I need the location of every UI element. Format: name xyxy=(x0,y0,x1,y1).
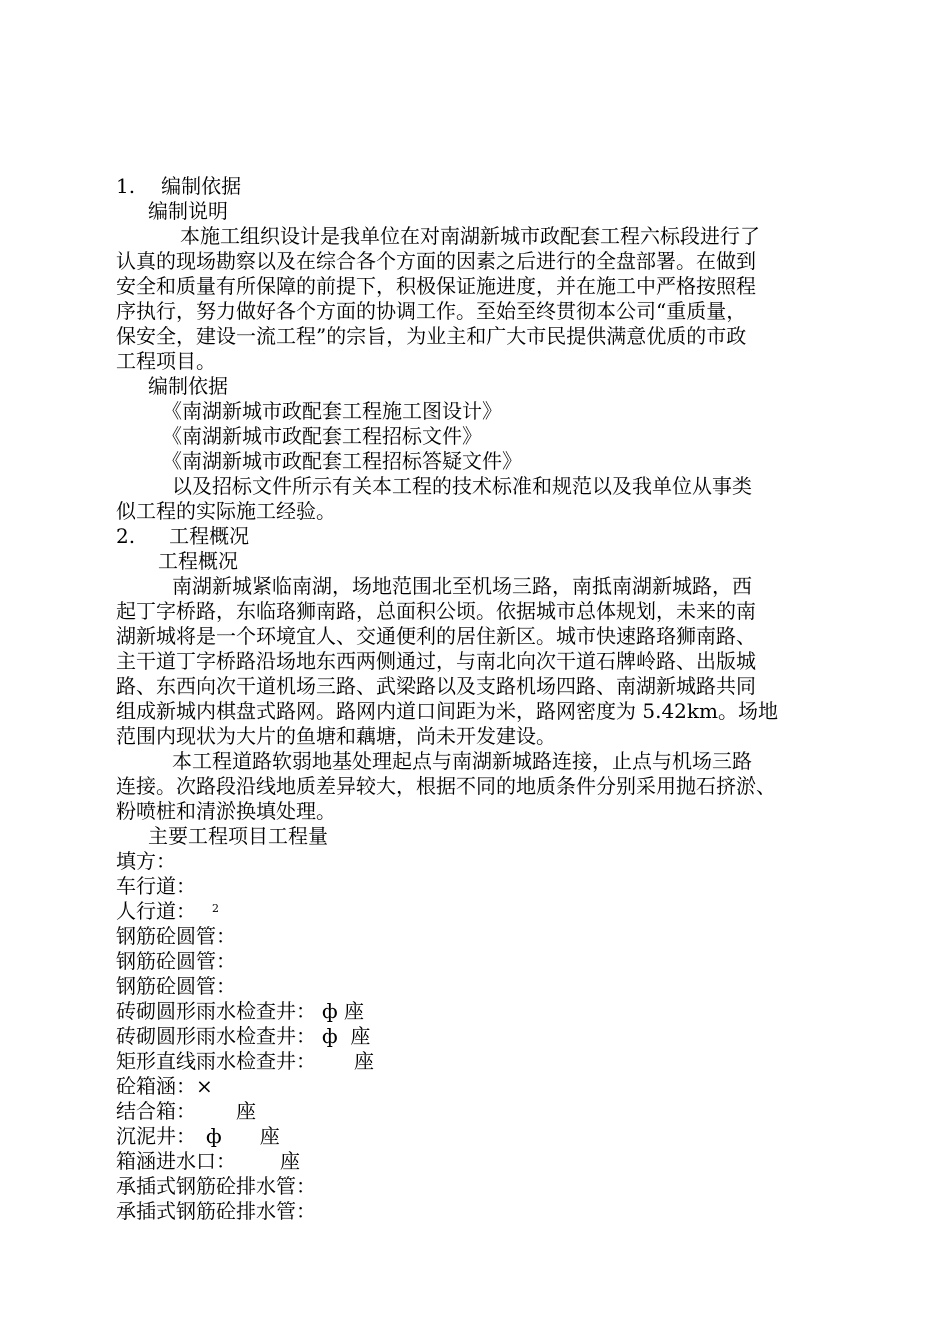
quantity-label: 钢筋砼圆管： xyxy=(116,974,236,998)
paragraph-line: 安全和质量有所保障的前提下，积极保证施进度，并在施工中严格按照程 xyxy=(116,274,756,298)
subsection-title: 编制说明 xyxy=(148,199,228,223)
section-title: 编制依据 xyxy=(161,174,242,198)
quantity-tail: ф 座 xyxy=(322,1024,371,1048)
paragraph-line: 范围内现状为大片的鱼塘和藕塘，尚未开发建设。 xyxy=(116,724,556,748)
quantity-item xyxy=(116,1199,316,1224)
quantity-label: 沉泥井： xyxy=(116,1124,196,1148)
basis-item: 《南湖新城市政配套工程招标文件》 xyxy=(162,424,482,448)
quantity-label: 人行道： xyxy=(116,899,196,923)
quantity-label: 承插式钢筋砼排水管： xyxy=(116,1174,316,1198)
quantity-item xyxy=(116,924,236,949)
quantity-item xyxy=(116,874,196,899)
quantity-item xyxy=(116,1049,374,1074)
quantity-item xyxy=(116,899,219,924)
paragraph-line: 序执行，努力做好各个方面的协调工作。至始至终贯彻本公司“重质量， xyxy=(116,299,747,323)
quantity-label: 砖砌圆形雨水检查井： xyxy=(116,999,316,1023)
quantity-item xyxy=(116,1124,280,1149)
quantity-label: 承插式钢筋砼排水管： xyxy=(116,1199,316,1223)
quantity-item xyxy=(116,1024,370,1049)
quantity-tail: ф 座 xyxy=(206,1124,280,1148)
paragraph-line: 起丁字桥路，东临珞狮南路，总面积公顷。依据城市总体规划，未来的南 xyxy=(116,599,756,623)
paragraph-line: 似工程的实际施工经验。 xyxy=(116,499,336,523)
basis-item: 《南湖新城市政配套工程招标答疑文件》 xyxy=(162,449,522,473)
paragraph-line: 认真的现场勘察以及在综合各个方面的因素之后进行的全盘部署。在做到 xyxy=(116,249,756,273)
section-number: 2. xyxy=(116,524,136,548)
quantity-item xyxy=(116,949,236,974)
paragraph-line: 连接。次路段沿线地质差异较大，根据不同的地质条件分别采用抛石挤淤、 xyxy=(116,774,776,798)
quantity-tail: 座 xyxy=(354,1049,374,1073)
paragraph-line: 组成新城内棋盘式路网。路网内道口间距为米，路网密度为 5.42km。场地 xyxy=(116,699,778,723)
section-1-heading xyxy=(116,174,241,199)
subsection-title: 工程概况 xyxy=(158,549,238,573)
paragraph-line: 本工程道路软弱地基处理起点与南湖新城路连接，止点与机场三路 xyxy=(172,749,752,773)
quantity-tail: 座 xyxy=(236,1099,256,1123)
quantity-label: 砖砌圆形雨水检查井： xyxy=(116,1024,316,1048)
quantity-item xyxy=(116,1099,256,1124)
superscript: 2 xyxy=(212,902,219,915)
quantity-item xyxy=(116,849,176,874)
quantity-item xyxy=(116,1174,316,1199)
paragraph-line: 粉喷桩和清淤换填处理。 xyxy=(116,799,336,823)
quantity-label: 钢筋砼圆管： xyxy=(116,949,236,973)
paragraph-line: 保安全，建设一流工程”的宗旨，为业主和广大市民提供满意优质的市政 xyxy=(116,324,747,348)
subsection-title: 主要工程项目工程量 xyxy=(148,824,328,848)
paragraph-line: 主干道丁字桥路沿场地东西两侧通过，与南北向次干道石牌岭路、出版城 xyxy=(116,649,756,673)
basis-item: 《南湖新城市政配套工程施工图设计》 xyxy=(162,399,502,423)
quantity-label: 结合箱： xyxy=(116,1099,196,1123)
quantity-item xyxy=(116,974,236,999)
section-title: 工程概况 xyxy=(169,524,250,548)
section-number: 1. xyxy=(116,174,136,198)
quantity-label: 箱涵进水口： xyxy=(116,1149,236,1173)
quantity-label: 车行道： xyxy=(116,874,196,898)
quantity-tail: × xyxy=(196,1074,213,1098)
quantity-tail: 座 xyxy=(280,1149,300,1173)
quantity-item xyxy=(116,1074,213,1099)
paragraph-line: 南湖新城紧临南湖，场地范围北至机场三路，南抵南湖新城路，西 xyxy=(172,574,752,598)
quantity-item xyxy=(116,1149,300,1174)
paragraph-line: 工程项目。 xyxy=(116,349,216,373)
paragraph-line: 路、东西向次干道机场三路、武梁路以及支路机场四路、南湖新城路共同 xyxy=(116,674,756,698)
quantity-label: 砼箱涵： xyxy=(116,1074,196,1098)
quantity-tail: ф 座 xyxy=(322,999,365,1023)
quantity-label: 钢筋砼圆管： xyxy=(116,924,236,948)
paragraph-line: 湖新城将是一个环境宜人、交通便利的居住新区。城市快速路珞狮南路、 xyxy=(116,624,756,648)
section-2-heading xyxy=(116,524,249,549)
subsection-title: 编制依据 xyxy=(148,374,228,398)
quantity-label: 矩形直线雨水检查井： xyxy=(116,1049,316,1073)
paragraph-line: 以及招标文件所示有关本工程的技术标准和规范以及我单位从事类 xyxy=(172,474,752,498)
paragraph-line: 本施工组织设计是我单位在对南湖新城市政配套工程六标段进行了 xyxy=(180,224,760,248)
quantity-item xyxy=(116,999,364,1024)
quantity-label: 填方： xyxy=(116,849,176,873)
